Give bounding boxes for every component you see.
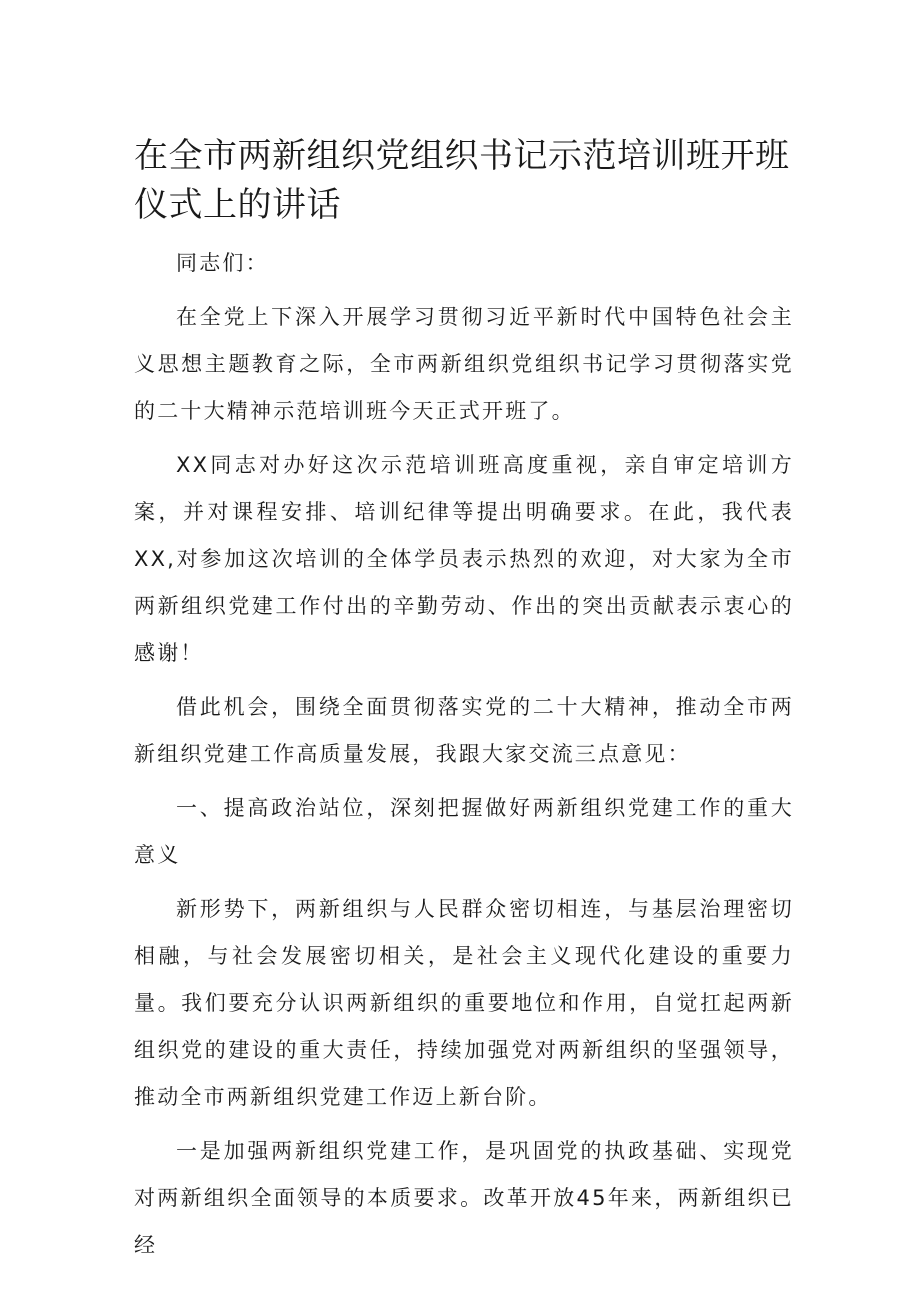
section-heading: 一、提高政治站位，深刻把握做好两新组织党建工作的重大意义 [134, 796, 794, 867]
salutation-paragraph: 同志们： [176, 251, 269, 275]
document-title: 在全市两新组织党组织书记示范培训班开班仪式上的讲话 [134, 136, 790, 225]
body-paragraph: XX同志对办好这次示范培训班高度重视，亲自审定培训方案，并对课程安排、培训纪律等提出明确要求。在此，我代表XX,对参加这次培训的全体学员表示热烈的欢迎，对大家为全市两新组织党建工作付出的辛勤劳动、作出的突出贡献表示衷心的感谢！ [134, 453, 794, 665]
body-paragraph: 借此机会，围绕全面贯彻落实党的二十大精神，推动全市两新组织党建工作高质量发展，我跟大家交流三点意见： [134, 695, 794, 766]
body-paragraph: 新形势下，两新组织与人民群众密切相连，与基层治理密切相融，与社会发展密切相关，是社会主义现代化建设的重要力量。我们要充分认识两新组织的重要地位和作用，自觉扛起两新组织党的建设的重大责任，持续加强党对两新组织的坚强领导，推动全市两新组织党建工作迈上新台阶。 [134, 897, 794, 1109]
body-paragraph: 在全党上下深入开展学习贯彻习近平新时代中国特色社会主义思想主题教育之际，全市两新组织党组织书记学习贯彻落实党的二十大精神示范培训班今天正式开班了。 [134, 305, 794, 423]
body-paragraph: 一是加强两新组织党建工作，是巩固党的执政基础、实现党对两新组织全面领导的本质要求。改革开放45年来，两新组织已经 [134, 1139, 794, 1257]
document-body [134, 240, 794, 1276]
